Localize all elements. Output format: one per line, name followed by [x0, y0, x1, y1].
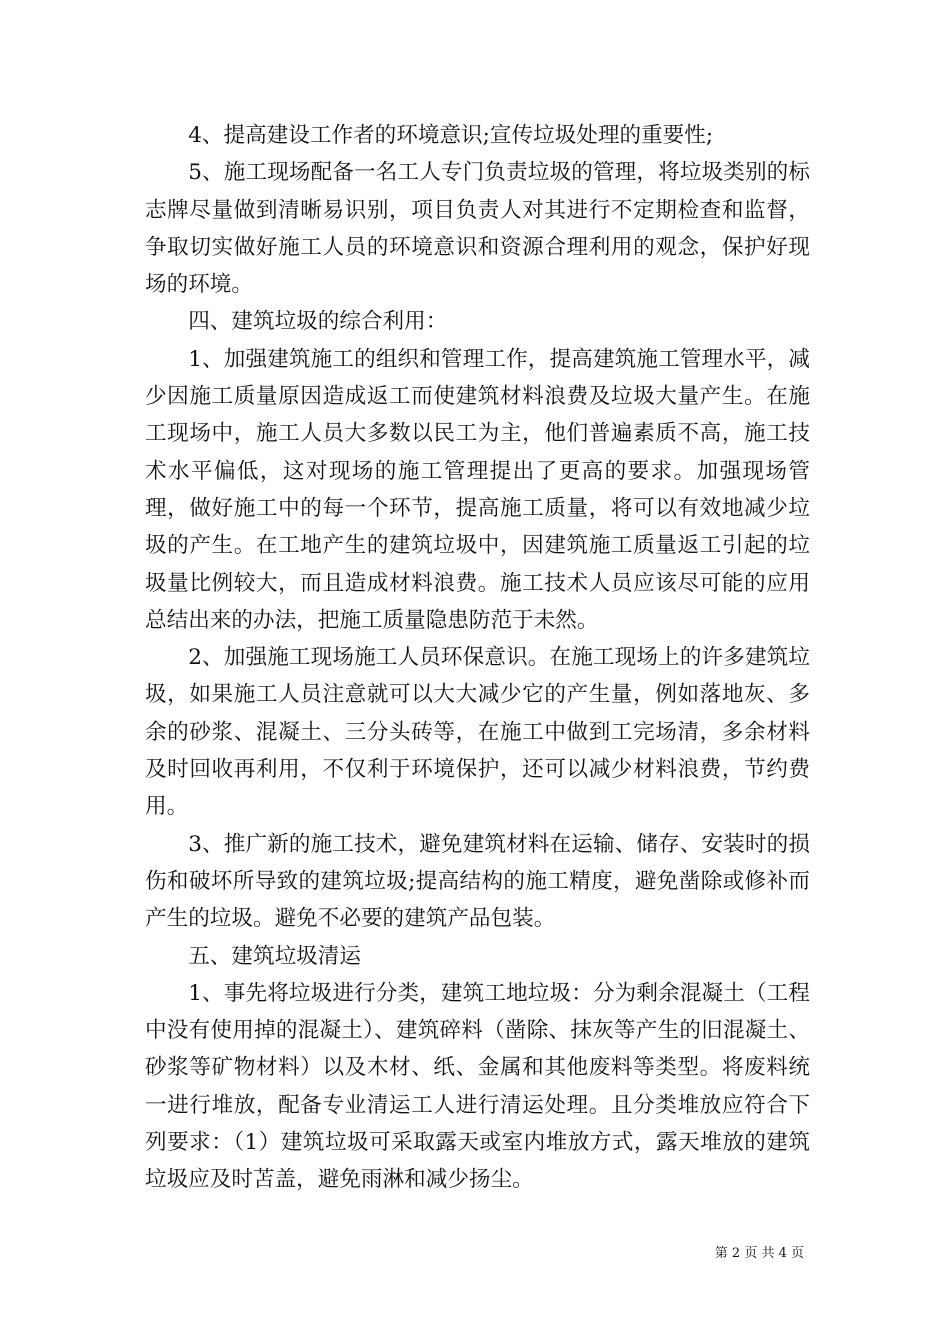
paragraph-reuse-1: 1、加强建筑施工的组织和管理工作，提高建筑施工管理水平，减少因施工质量原因造成返工而使建筑材料浪费及垃圾大量产生。在施工现场中，施工人员大多数以民工为主，他们普遍素质不高，施工技术水平偏低，这对现场的施工管理提出了更高的要求。加强现场管理，做好施工中的每一个环节，提高施工质量，将可以有效地减少垃圾的产生。在工地产生的建筑垃圾中，因建筑施工质量返工引起的垃圾量比例较大，而且造成材料浪费。施工技术人员应该尽可能的应用总结出来的办法，把施工质量隐患防范于未然。	[145, 346, 810, 633]
paragraph-clearance-1: 1、事先将垃圾进行分类，建筑工地垃圾：分为剩余混凝土（工程中没有使用掉的混凝土）、建筑碎料（凿除、抹灰等产生的旧混凝土、砂浆等矿物材料）以及木材、纸、金属和其他废料等类型。将废料统一进行堆放，配备专业清运工人进行清运处理。且分类堆放应符合下列要求：（1）建筑垃圾可采取露天或室内堆放方式，露天堆放的建筑垃圾应及时苫盖，避免雨淋和减少扬尘。	[145, 980, 810, 1193]
section-heading-5: 五、建筑垃圾清运	[188, 943, 361, 969]
paragraph-item-4: 4、提高建设工作者的环境意识;宣传垃圾处理的重要性;	[188, 123, 714, 148]
paragraph-reuse-2: 2、加强施工现场施工人员环保意识。在施工现场上的许多建筑垃圾，如果施工人员注意就可以大大减少它的产生量，例如落地灰、多余的砂浆、混凝土、三分头砖等，在施工中做到工完场清，多余材料及时回收再利用，不仅利于环境保护，还可以减少材料浪费，节约费用。	[145, 645, 810, 820]
paragraph-reuse-3: 3、推广新的施工技术，避免建筑材料在运输、储存、安装时的损伤和破坏所导致的建筑垃圾;提高结构的施工精度，避免凿除或修补而产生的垃圾。避免不必要的建筑产品包装。	[145, 831, 810, 932]
document-body	[145, 117, 810, 1199]
page-number-footer	[715, 1246, 804, 1262]
section-heading-4: 四、建筑垃圾的综合利用：	[188, 309, 448, 335]
paragraph-item-5: 5、施工现场配备一名工人专门负责垃圾的管理，将垃圾类别的标志牌尽量做到清晰易识别，项目负责人对其进行不定期检查和监督，争取切实做好施工人员的环境意识和资源合理利用的观念，保护好现场的环境。	[145, 160, 810, 298]
page-number-label: 第 2 页 共 4 页	[714, 1246, 804, 1261]
